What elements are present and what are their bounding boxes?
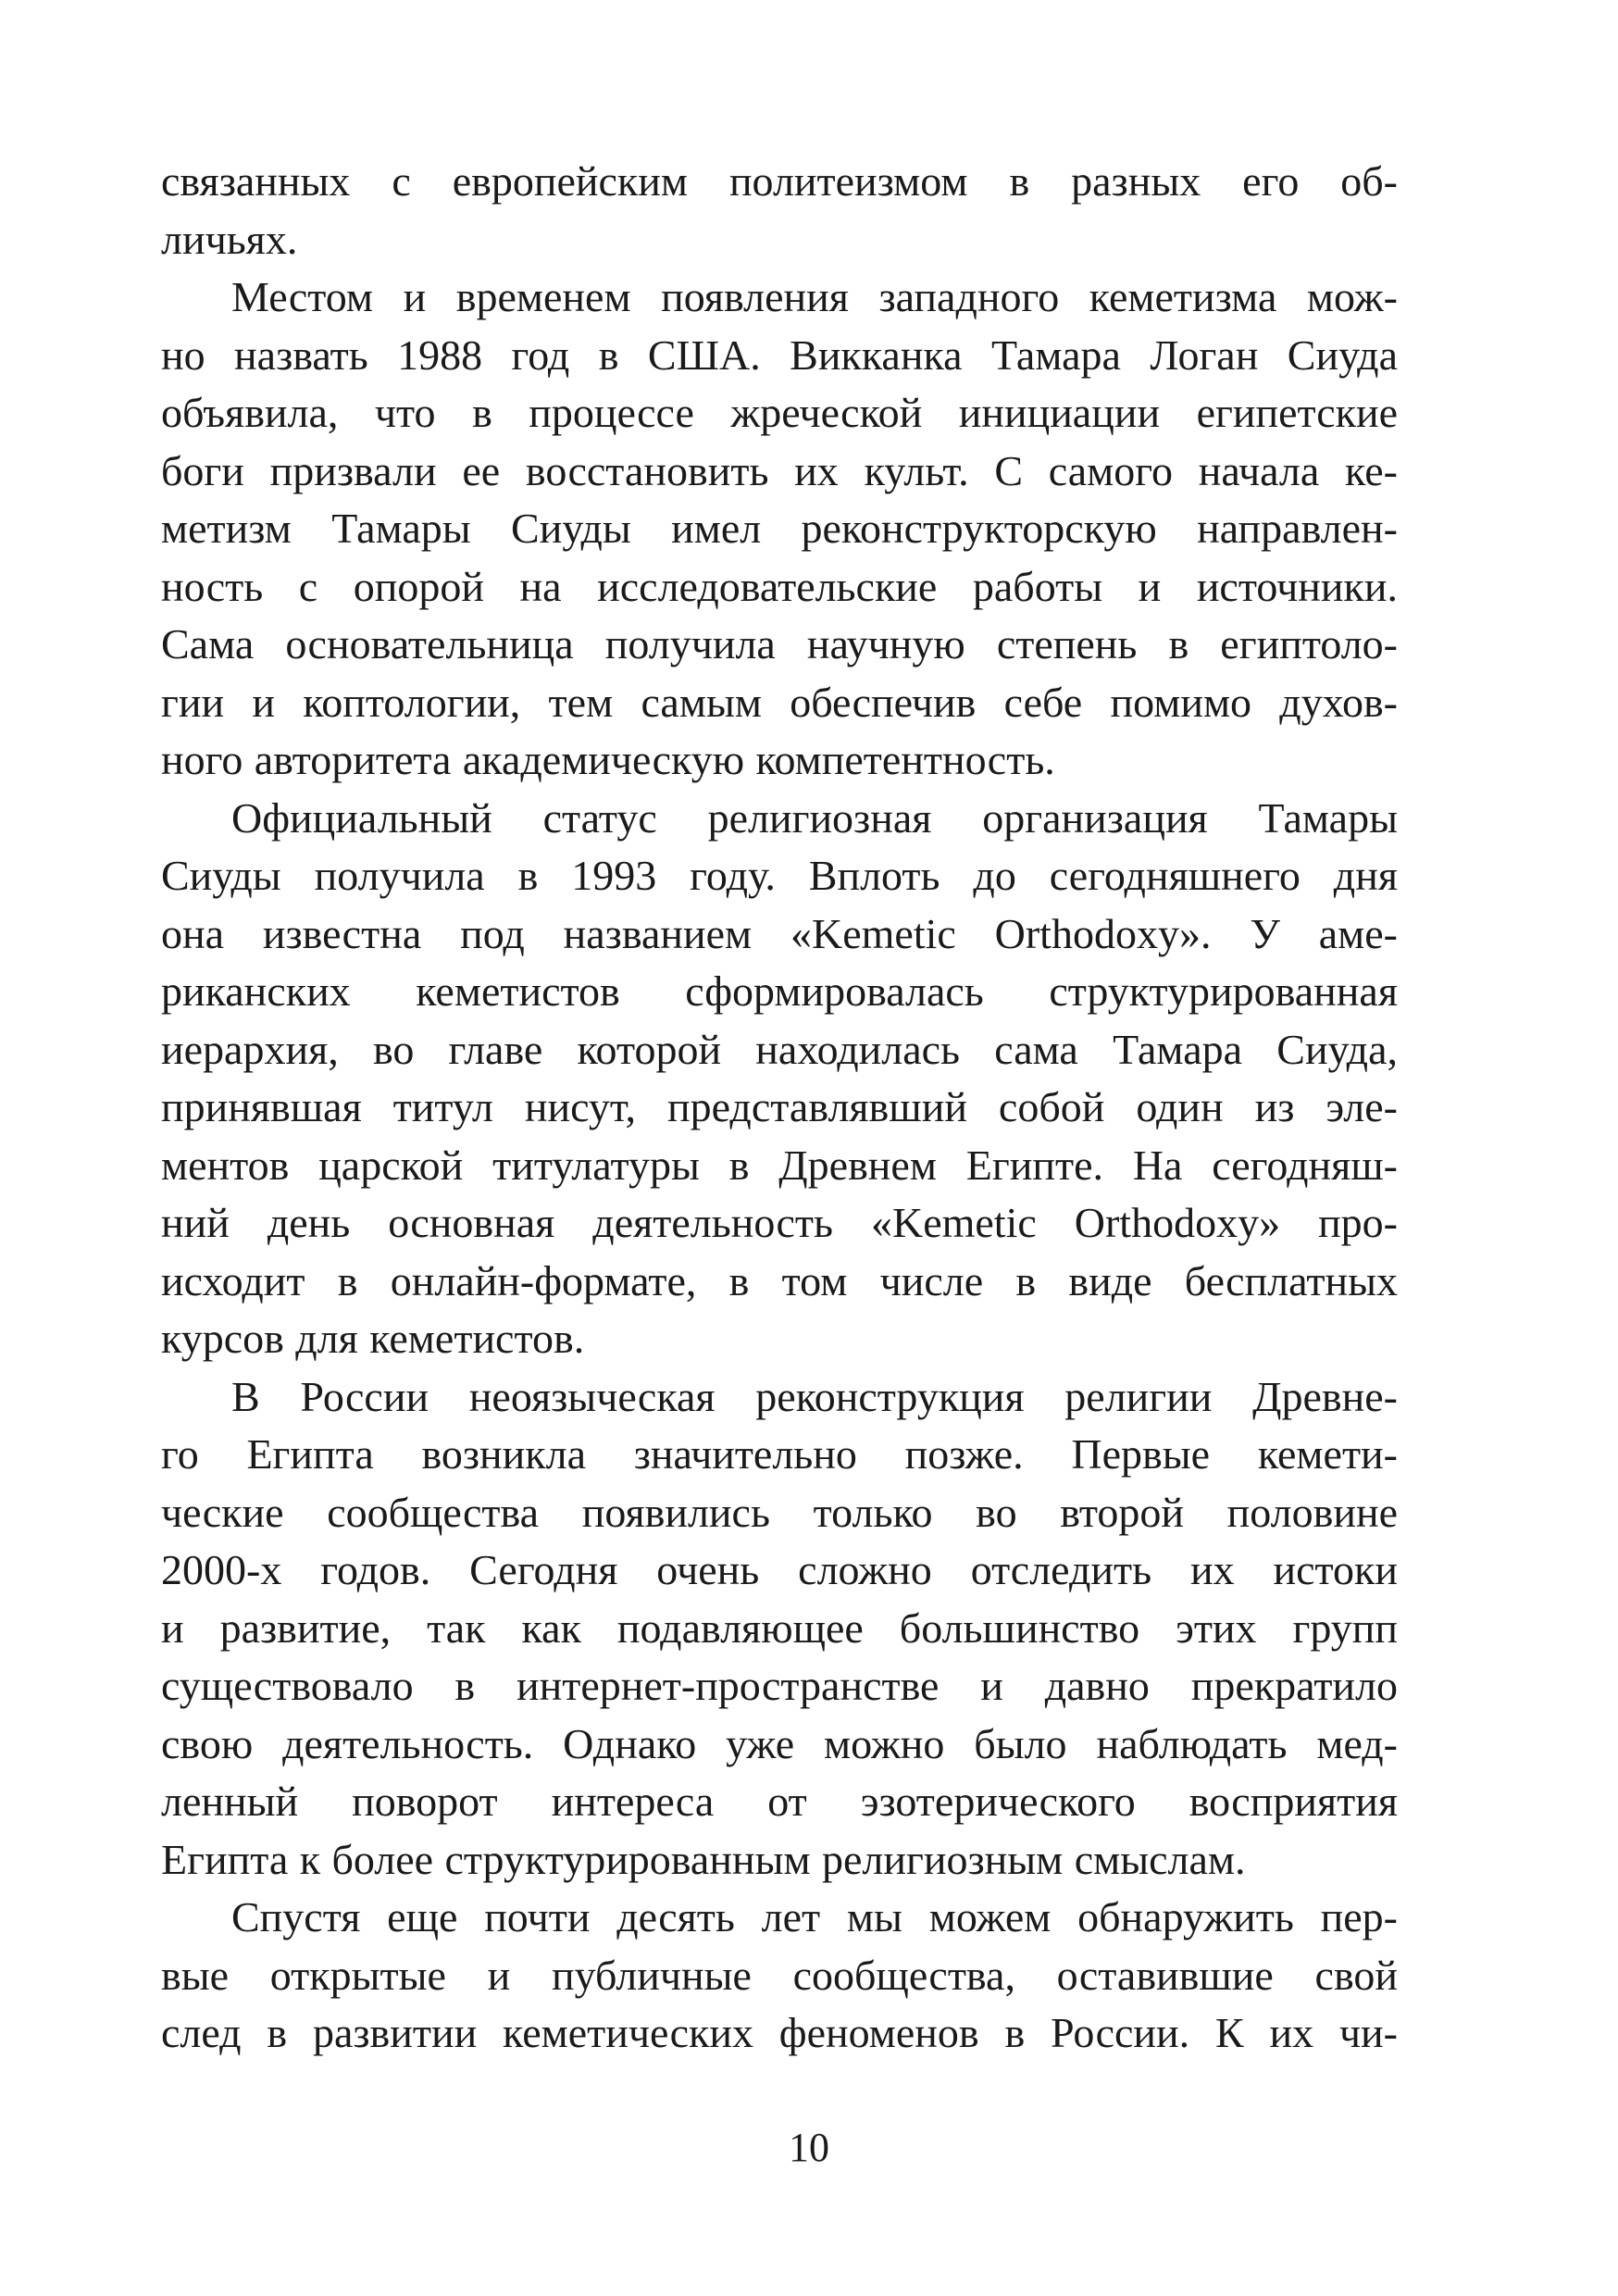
text-line: 2000-х годов. Сегодня очень сложно отследить их истоки	[161, 1546, 1398, 1593]
text-line: риканских кеметистов сформировалась структурированная	[161, 967, 1398, 1015]
text-line: Сама основательница получила научную степень в египтоло-	[161, 620, 1398, 668]
text-line: существовало в интернет-пространстве и давно прекратило	[161, 1662, 1398, 1709]
text-line: ного авторитета академическую компетентность.	[161, 736, 1055, 783]
text-line: объявила, что в процессе жреческой инициации египетские	[161, 389, 1398, 436]
text-line: Спустя еще почти десять лет мы можем обнаружить пер-	[231, 1893, 1398, 1940]
text-line: ний день основная деятельность «Kemetic Orthodoxy» про-	[161, 1199, 1398, 1246]
body-text	[161, 153, 1398, 2063]
text-line: она известна под названием «Kemetic Orthodoxy». У аме-	[161, 909, 1398, 957]
text-line: свою деятельность. Однако уже можно было наблюдать мед-	[161, 1719, 1398, 1767]
text-line: ленный поворот интереса от эзотерического восприятия	[161, 1778, 1398, 1825]
text-line: го Египта возникла значительно позже. Первые кемети-	[161, 1430, 1398, 1478]
text-line: но назвать 1988 год в США. Викканка Тамара Логан Сиуда	[161, 331, 1398, 379]
page-number: 10	[789, 2125, 829, 2170]
text-line: метизм Тамары Сиуды имел реконструкторскую направлен-	[161, 505, 1398, 552]
text-line: Местом и временем появления западного кеметизма мож-	[231, 273, 1398, 320]
text-line: след в развитии кеметических феноменов в России. К их чи-	[161, 2009, 1398, 2056]
text-line: ность с опорой на исследовательские работы и источники.	[161, 562, 1398, 610]
text-line: связанных с европейским политеизмом в разных его об-	[161, 157, 1398, 205]
text-line: курсов для кеметистов.	[161, 1315, 585, 1362]
text-line: ческие сообщества появились только во второй половине	[161, 1488, 1398, 1536]
text-line: Сиуды получила в 1993 году. Вплоть до сегодняшнего дня	[161, 852, 1398, 899]
text-line: В России неоязыческая реконструкция религии Древне-	[231, 1372, 1398, 1420]
text-line: Египта к более структурированным религиозным смыслам.	[161, 1835, 1246, 1883]
text-line: гии и коптологии, тем самым обеспечив себе помимо духов-	[161, 678, 1398, 726]
text-line: боги призвали ее восстановить их культ. С самого начала ке-	[161, 446, 1398, 494]
text-line: исходит в онлайн-формате, в том числе в виде бесплатных	[161, 1256, 1398, 1304]
text-line: ментов царской титулатуры в Древнем Египте. На сегодняш-	[161, 1141, 1398, 1189]
text-line: принявшая титул нисут, представлявший собой один из эле-	[161, 1083, 1398, 1130]
text-line: иерархия, во главе которой находилась сама Тамара Сиуда,	[161, 1025, 1398, 1073]
text-line: Официальный статус религиозная организация Тамары	[231, 793, 1398, 842]
text-line: и развитие, так как подавляющее большинство этих групп	[161, 1603, 1398, 1652]
text-line: вые открытые и публичные сообщества, оставившие свой	[161, 1951, 1398, 1999]
text-line: личьях.	[161, 215, 298, 263]
